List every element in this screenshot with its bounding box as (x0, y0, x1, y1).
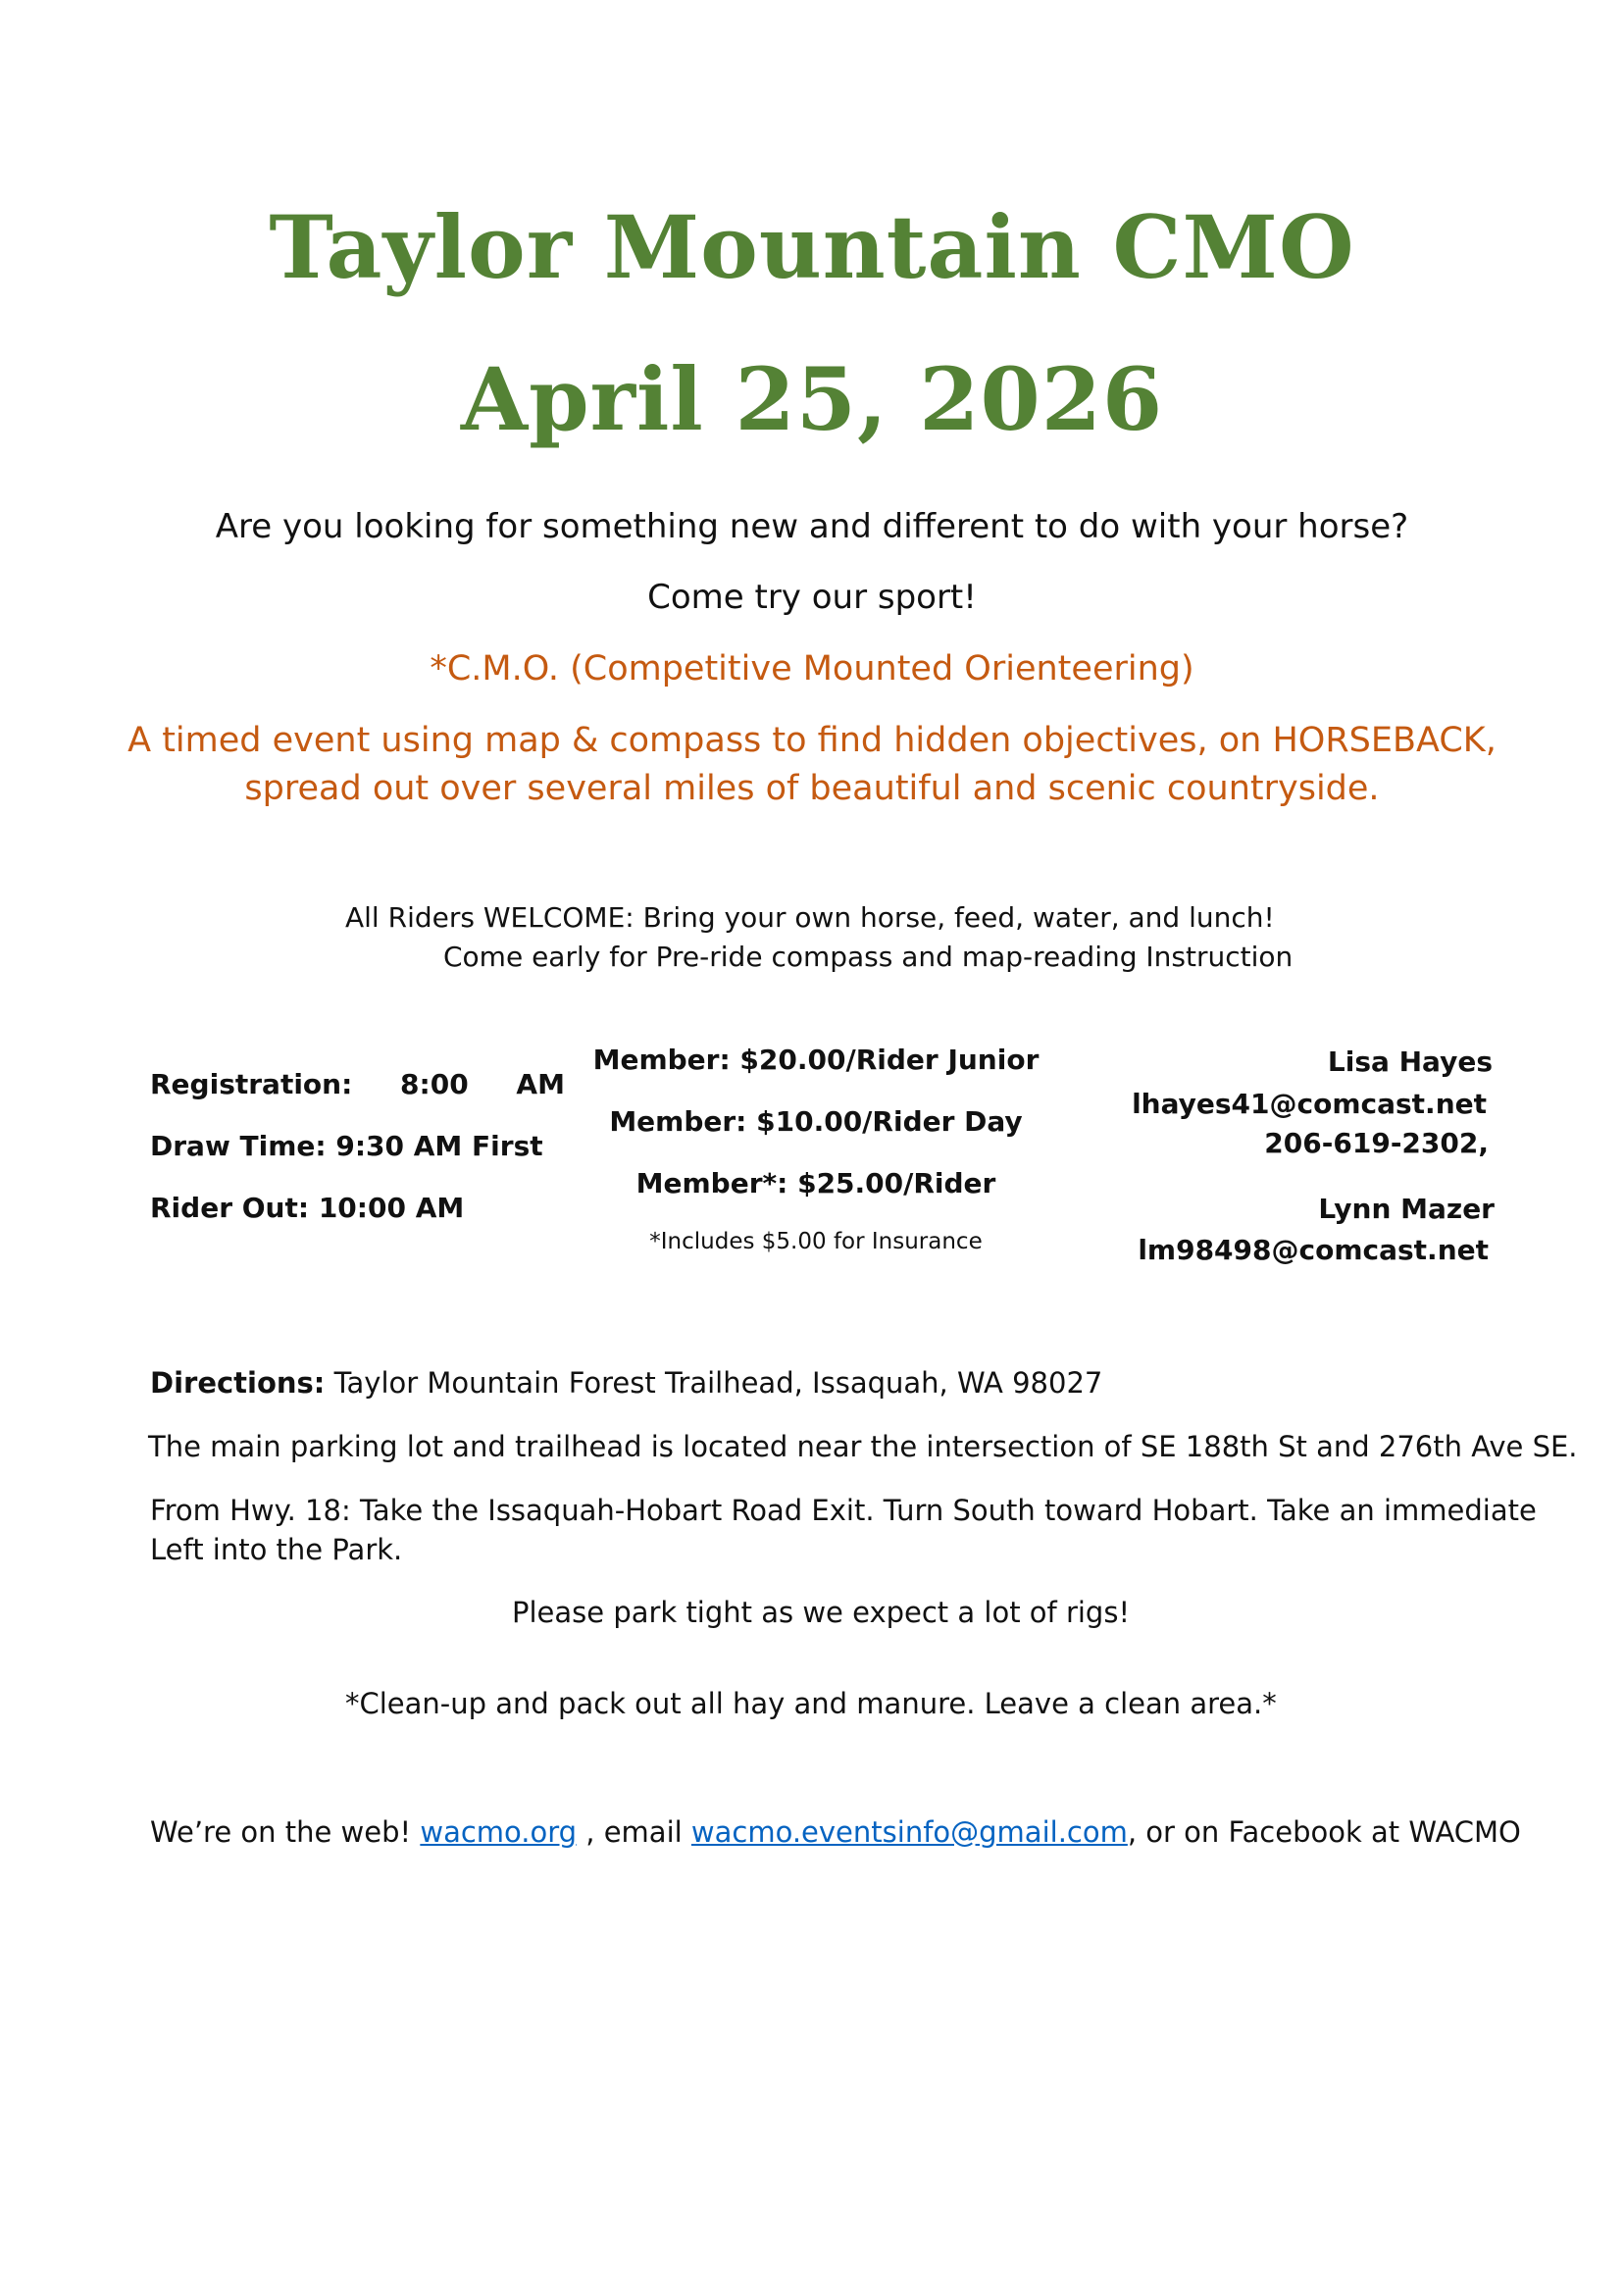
footer-middle: , email (577, 1815, 691, 1849)
directions-route-line-1: From Hwy. 18: Take the Issaquah-Hobart Road Exit. Turn South toward Hobart. Take an immediate (150, 1494, 1537, 1527)
rider-out-time: Rider Out: 10:00 AM (150, 1192, 465, 1224)
footer-line (150, 1815, 1521, 1849)
contact-name-1: Lisa Hayes (1327, 1045, 1493, 1078)
draw-time: Draw Time: 9:30 AM First (150, 1130, 543, 1162)
website-link[interactable]: wacmo.org (420, 1815, 578, 1849)
contact-email-1: lhayes41@comcast.net (1132, 1088, 1487, 1120)
footer-prefix: We’re on the web! (150, 1815, 421, 1849)
description-line-1: A timed event using map & compass to find hidden objectives, on HORSEBACK, (127, 721, 1497, 760)
directions-label: Directions: (150, 1366, 326, 1400)
park-tight-note: Please park tight as we expect a lot of rigs! (512, 1596, 1131, 1629)
registration-time: Registration: 8:00 AM (150, 1068, 565, 1100)
footer-suffix: , or on Facebook at WACMO (1127, 1815, 1521, 1849)
event-title: Taylor Mountain CMO (269, 196, 1355, 298)
contact-name-2: Lynn Mazer (1318, 1193, 1495, 1225)
contact-phone-1: 206-619-2302, (1264, 1127, 1489, 1159)
cmo-acronym: *C.M.O. (Competitive Mounted Orienteering) (430, 649, 1194, 688)
directions-location: Taylor Mountain Forest Trailhead, Issaquah, WA 98027 (325, 1366, 1103, 1400)
fee-junior: Member: $20.00/Rider Junior (592, 1044, 1040, 1076)
fee-day: Member: $10.00/Rider Day (609, 1105, 1023, 1138)
email-link[interactable]: wacmo.eventsinfo@gmail.com (690, 1815, 1128, 1849)
description-line-2: spread out over several miles of beautiful and scenic countryside. (244, 769, 1380, 808)
cleanup-note: *Clean-up and pack out all hay and manure. Leave a clean area.* (345, 1687, 1277, 1720)
directions-route-line-2: Left into the Park. (150, 1533, 403, 1566)
welcome-line-1: All Riders WELCOME: Bring your own horse, feed, water, and lunch! (345, 901, 1275, 934)
contact-email-2: lm98498@comcast.net (1138, 1234, 1489, 1266)
fee-insurance-note: *Includes $5.00 for Insurance (649, 1229, 983, 1254)
event-date: April 25, 2026 (460, 348, 1164, 450)
welcome-line-2: Come early for Pre-ride compass and map-reading Instruction (443, 941, 1294, 973)
intro-question: Are you looking for something new and different to do with your horse? (215, 507, 1409, 546)
fee-member: Member*: $25.00/Rider (635, 1167, 996, 1199)
directions-location-line (150, 1366, 1102, 1400)
intro-invite: Come try our sport! (647, 578, 977, 617)
directions-parking: The main parking lot and trailhead is located near the intersection of SE 188th St and 276th Ave SE. (148, 1430, 1578, 1463)
